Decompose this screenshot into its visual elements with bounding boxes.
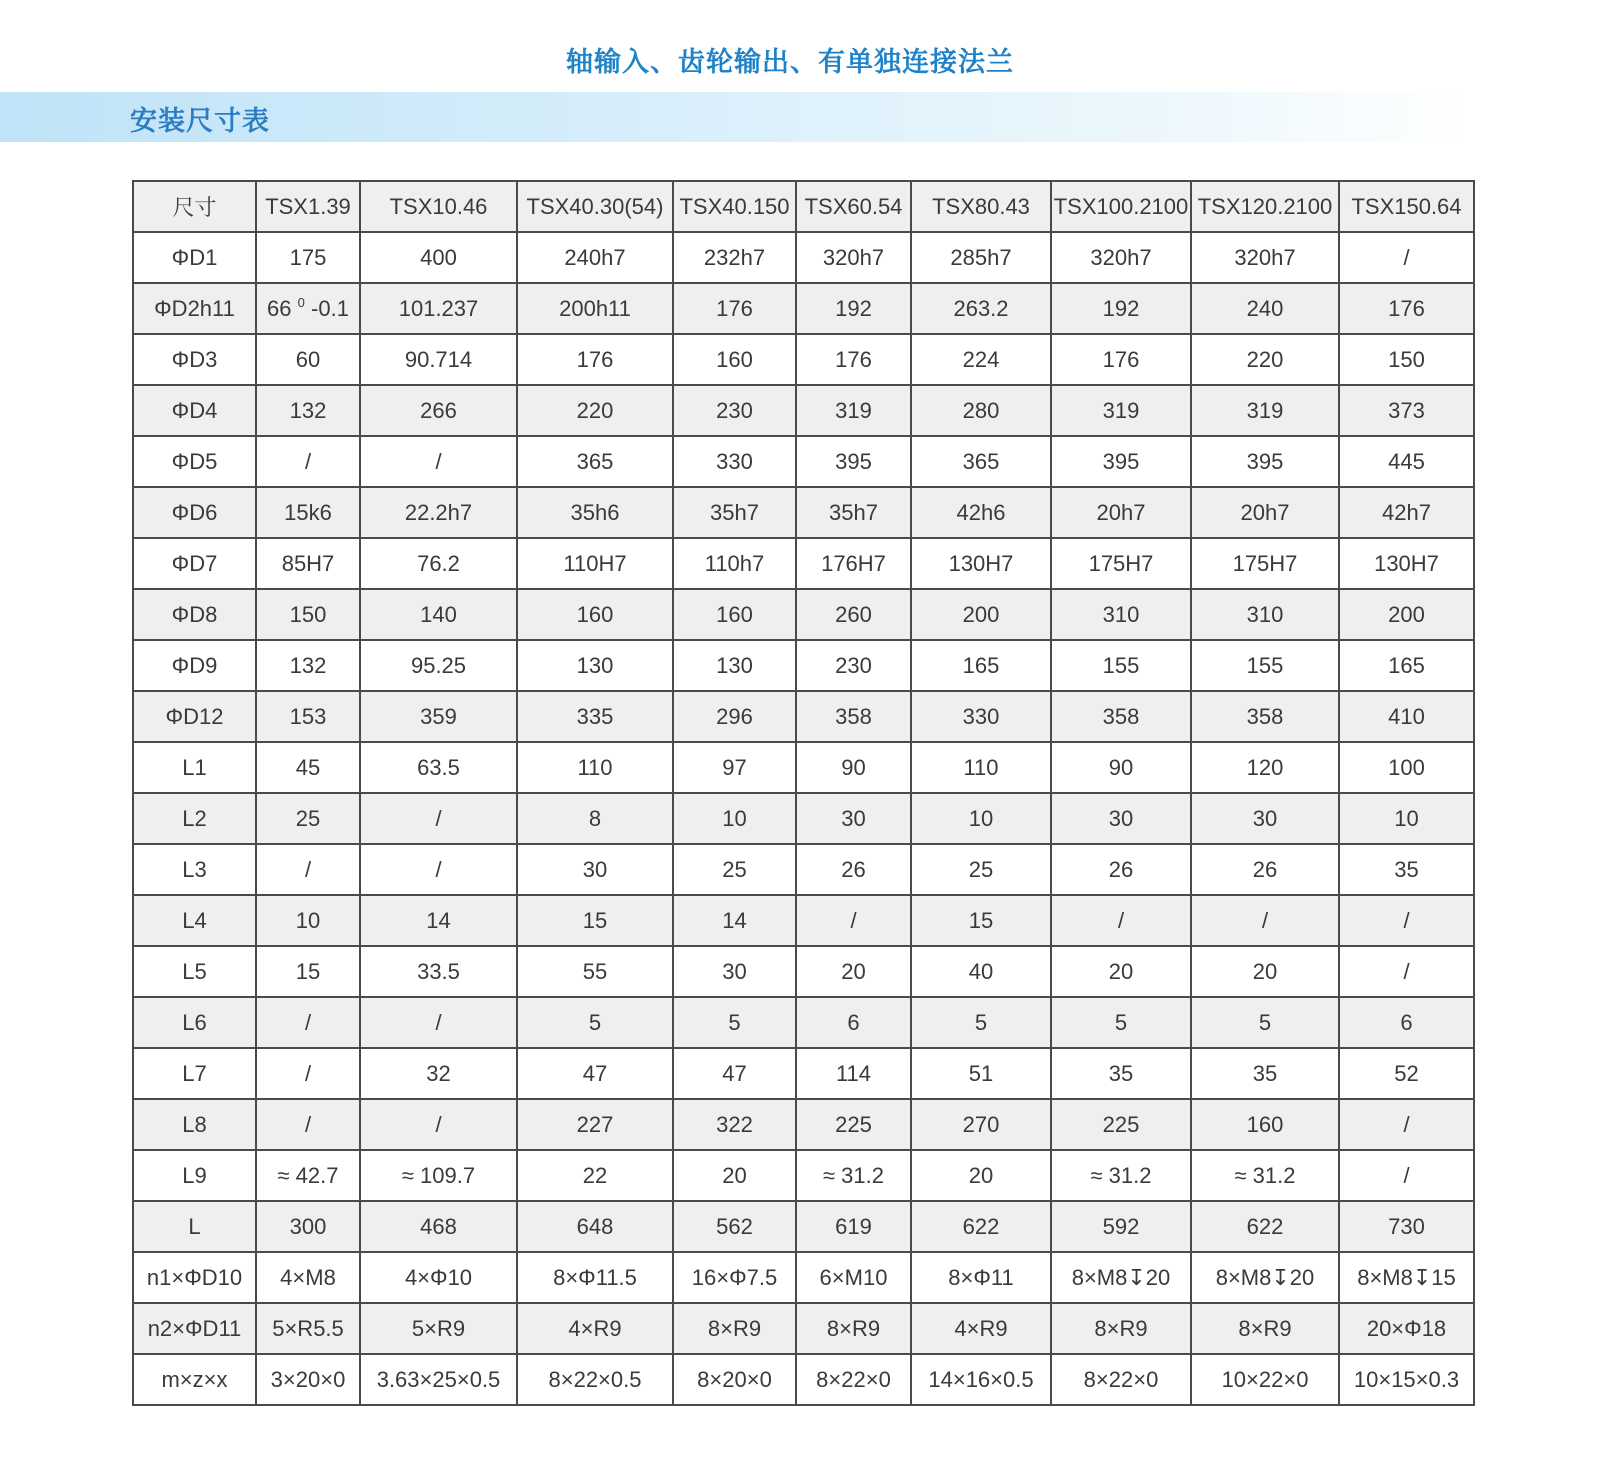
table-cell: 320h7 [1051,232,1191,283]
table-cell: 176 [1051,334,1191,385]
table-cell: 8×22×0 [796,1354,911,1405]
table-cell: / [256,844,360,895]
table-cell: 266 [360,385,517,436]
table-cell: 20×Φ18 [1339,1303,1474,1354]
table-cell: 63.5 [360,742,517,793]
table-cell: 358 [796,691,911,742]
table-cell: / [256,436,360,487]
table-cell: 365 [517,436,673,487]
table-cell: 85H7 [256,538,360,589]
table-row [133,742,1474,793]
table-cell: 110 [911,742,1051,793]
section-title: 安装尺寸表 [130,106,270,137]
table-cell: 20 [911,1150,1051,1201]
row-label-cell: L2 [133,793,256,844]
table-cell: 176H7 [796,538,911,589]
table-cell: 30 [1051,793,1191,844]
table-cell: / [256,1099,360,1150]
table-cell: 622 [1191,1201,1339,1252]
table-cell: 130 [673,640,796,691]
cell-value: 66 [267,296,292,321]
table-cell: 26 [796,844,911,895]
table-cell: 320h7 [1191,232,1339,283]
table-cell: 5×R5.5 [256,1303,360,1354]
table-cell: 220 [1191,334,1339,385]
table-header-cell: TSX120.2100 [1191,181,1339,232]
table-cell: 280 [911,385,1051,436]
table-cell: 160 [673,334,796,385]
table-cell: 319 [1191,385,1339,436]
table-cell: 90 [796,742,911,793]
table-cell: 395 [1191,436,1339,487]
table-cell: 8×20×0 [673,1354,796,1405]
table-cell: / [256,1048,360,1099]
table-cell: 335 [517,691,673,742]
table-cell: 35 [1191,1048,1339,1099]
table-cell: 97 [673,742,796,793]
table-cell: 140 [360,589,517,640]
table-cell: 165 [1339,640,1474,691]
table-cell: / [1051,895,1191,946]
table-cell: 225 [796,1099,911,1150]
table-cell: 155 [1051,640,1191,691]
row-label-cell: L3 [133,844,256,895]
table-cell: 319 [796,385,911,436]
table-cell: 153 [256,691,360,742]
table-cell: 176 [517,334,673,385]
row-label-cell: L6 [133,997,256,1048]
table-cell: 20 [1191,946,1339,997]
row-label-cell: ΦD12 [133,691,256,742]
table-cell: 110 [517,742,673,793]
table-row [133,436,1474,487]
page-title: 轴输入、齿轮输出、有单独连接法兰 [566,47,1014,78]
table-row [133,385,1474,436]
table-cell: 110h7 [673,538,796,589]
table-cell: ≈ 31.2 [1191,1150,1339,1201]
table-row [133,946,1474,997]
table-cell: 130H7 [911,538,1051,589]
table-cell: 296 [673,691,796,742]
table-cell: 14×16×0.5 [911,1354,1051,1405]
table-cell: / [360,1099,517,1150]
table-cell: 8×M8↧20 [1051,1252,1191,1303]
table-cell: 60 [256,334,360,385]
table-cell: 224 [911,334,1051,385]
table-cell: 4×R9 [517,1303,673,1354]
table-cell: 90 [1051,742,1191,793]
table-cell: 15k6 [256,487,360,538]
table-cell: 3×20×0 [256,1354,360,1405]
row-label-cell: L9 [133,1150,256,1201]
table-cell: 35 [1051,1048,1191,1099]
table-cell: 175H7 [1191,538,1339,589]
table-cell: 4×M8 [256,1252,360,1303]
table-cell: 365 [911,436,1051,487]
row-label-cell: L8 [133,1099,256,1150]
table-header-cell: TSX100.2100 [1051,181,1191,232]
row-label-cell: ΦD2h11 [133,283,256,334]
table-cell: 35 [1339,844,1474,895]
row-label-cell: ΦD7 [133,538,256,589]
row-label-cell: ΦD8 [133,589,256,640]
table-cell: 468 [360,1201,517,1252]
table-cell [256,283,360,334]
row-label-cell: ΦD5 [133,436,256,487]
table-cell: 227 [517,1099,673,1150]
table-cell: 8 [517,793,673,844]
table-cell: 240h7 [517,232,673,283]
table-cell: 52 [1339,1048,1474,1099]
table-cell: 22.2h7 [360,487,517,538]
table-cell: 200 [1339,589,1474,640]
table-cell: 3.63×25×0.5 [360,1354,517,1405]
row-label-cell: n1×ΦD10 [133,1252,256,1303]
table-cell: 395 [1051,436,1191,487]
table-cell: 5 [673,997,796,1048]
table-cell: ≈ 31.2 [796,1150,911,1201]
table-cell: 310 [1051,589,1191,640]
table-cell: 619 [796,1201,911,1252]
table-cell: 32 [360,1048,517,1099]
row-label-cell: L4 [133,895,256,946]
table-cell: 220 [517,385,673,436]
table-header-cell: TSX80.43 [911,181,1051,232]
table-cell: 14 [360,895,517,946]
table-cell: 285h7 [911,232,1051,283]
table-cell: 10×22×0 [1191,1354,1339,1405]
table-cell: 130H7 [1339,538,1474,589]
table-cell: 400 [360,232,517,283]
table-cell: 8×22×0 [1051,1354,1191,1405]
table-cell: 35h7 [796,487,911,538]
table-cell: 33.5 [360,946,517,997]
table-cell: 263.2 [911,283,1051,334]
table-cell: 225 [1051,1099,1191,1150]
table-cell: 8×R9 [1051,1303,1191,1354]
table-cell: 132 [256,385,360,436]
table-cell: 200h11 [517,283,673,334]
table-cell: 358 [1191,691,1339,742]
table-cell: 8×22×0.5 [517,1354,673,1405]
row-label-cell: ΦD9 [133,640,256,691]
table-cell: 622 [911,1201,1051,1252]
table-body [133,181,1474,1405]
row-label-cell: ΦD6 [133,487,256,538]
table-cell: 373 [1339,385,1474,436]
table-cell: 15 [517,895,673,946]
table-cell: 232h7 [673,232,796,283]
table-row [133,691,1474,742]
table-cell: 26 [1191,844,1339,895]
table-row [133,1354,1474,1405]
row-label-cell: m×z×x [133,1354,256,1405]
table-cell: 10 [256,895,360,946]
tolerance-lower: -0.1 [311,296,349,321]
table-cell: 8×M8↧20 [1191,1252,1339,1303]
table-cell: / [360,436,517,487]
table-cell: / [1339,1099,1474,1150]
table-cell: 165 [911,640,1051,691]
table-cell: 175 [256,232,360,283]
table-cell: 160 [517,589,673,640]
table-row [133,895,1474,946]
table-cell: 8×R9 [673,1303,796,1354]
table-cell: 25 [911,844,1051,895]
table-cell: 592 [1051,1201,1191,1252]
table-cell: 26 [1051,844,1191,895]
table-cell: 15 [256,946,360,997]
table-row [133,334,1474,385]
table-cell: 192 [796,283,911,334]
table-cell: 30 [1191,793,1339,844]
row-label-cell: ΦD4 [133,385,256,436]
table-cell: 155 [1191,640,1339,691]
table-cell: 90.714 [360,334,517,385]
table-cell: 330 [911,691,1051,742]
table-header-cell: TSX40.150 [673,181,796,232]
tolerance-upper: 0 [297,295,305,310]
table-cell: 8×R9 [796,1303,911,1354]
table-cell: 30 [517,844,673,895]
table-cell: 10 [911,793,1051,844]
table-cell: 10 [1339,793,1474,844]
table-cell: / [1339,946,1474,997]
table-cell: 20 [673,1150,796,1201]
table-cell: ≈ 31.2 [1051,1150,1191,1201]
table-cell: 20 [796,946,911,997]
table-cell: 320h7 [796,232,911,283]
table-cell: 6×M10 [796,1252,911,1303]
table-cell: 310 [1191,589,1339,640]
table-row [133,538,1474,589]
table-cell: 16×Φ7.5 [673,1252,796,1303]
table-cell: 5 [1191,997,1339,1048]
table-row [133,1150,1474,1201]
table-header-row [133,181,1474,232]
table-cell: 132 [256,640,360,691]
table-cell: 5 [911,997,1051,1048]
table-row [133,487,1474,538]
table-cell: 445 [1339,436,1474,487]
table-cell: / [360,793,517,844]
table-row [133,997,1474,1048]
row-label-cell: ΦD1 [133,232,256,283]
table-cell: 25 [256,793,360,844]
table-cell: 322 [673,1099,796,1150]
table-cell: 410 [1339,691,1474,742]
table-cell: 6 [796,997,911,1048]
table-cell: 4×R9 [911,1303,1051,1354]
table-cell: 110H7 [517,538,673,589]
table-cell: 319 [1051,385,1191,436]
table-row [133,640,1474,691]
table-cell: 42h6 [911,487,1051,538]
row-label-cell: L [133,1201,256,1252]
table-cell: 4×Φ10 [360,1252,517,1303]
table-cell: 120 [1191,742,1339,793]
table-cell: / [1339,895,1474,946]
table-cell: 176 [673,283,796,334]
table-cell: 176 [1339,283,1474,334]
table-row [133,1201,1474,1252]
table-cell: 14 [673,895,796,946]
table-cell: / [796,895,911,946]
table-cell: 260 [796,589,911,640]
table-cell: 359 [360,691,517,742]
table-cell: 200 [911,589,1051,640]
table-cell: / [1339,232,1474,283]
table-cell: 95.25 [360,640,517,691]
table-cell: 20 [1051,946,1191,997]
table-row [133,793,1474,844]
table-cell: 358 [1051,691,1191,742]
table-cell: 562 [673,1201,796,1252]
table-cell: / [360,844,517,895]
table-cell: 8×Φ11 [911,1252,1051,1303]
table-cell: 160 [1191,1099,1339,1150]
table-header-cell: TSX10.46 [360,181,517,232]
table-cell: 8×Φ11.5 [517,1252,673,1303]
table-row [133,232,1474,283]
row-label-cell: L1 [133,742,256,793]
table-cell: 22 [517,1150,673,1201]
table-cell: 55 [517,946,673,997]
table-cell: 47 [673,1048,796,1099]
table-cell: / [1191,895,1339,946]
row-label-cell: ΦD3 [133,334,256,385]
table-cell: 20h7 [1191,487,1339,538]
table-cell: 5 [517,997,673,1048]
table-cell: 6 [1339,997,1474,1048]
table-header-cell: TSX60.54 [796,181,911,232]
installation-dimensions-table [132,180,1475,1406]
table-cell: 35h7 [673,487,796,538]
table-cell: 45 [256,742,360,793]
table-row [133,1303,1474,1354]
table-row [133,844,1474,895]
table-cell: 192 [1051,283,1191,334]
table-cell: 35h6 [517,487,673,538]
table-cell: 130 [517,640,673,691]
table-cell: 30 [796,793,911,844]
table-cell: / [256,997,360,1048]
table-cell: 40 [911,946,1051,997]
table-cell: 395 [796,436,911,487]
table-cell: 10×15×0.3 [1339,1354,1474,1405]
table-cell: 10 [673,793,796,844]
table-cell: 160 [673,589,796,640]
table-cell: ≈ 42.7 [256,1150,360,1201]
table-cell: 270 [911,1099,1051,1150]
table-cell: 150 [1339,334,1474,385]
table-cell: 5×R9 [360,1303,517,1354]
table-cell: ≈ 109.7 [360,1150,517,1201]
table-cell: 150 [256,589,360,640]
row-label-cell: L5 [133,946,256,997]
table-cell: / [1339,1150,1474,1201]
table-cell: 25 [673,844,796,895]
table-cell: 100 [1339,742,1474,793]
table-cell: 8×R9 [1191,1303,1339,1354]
table-cell: 8×M8↧15 [1339,1252,1474,1303]
table-cell: 51 [911,1048,1051,1099]
table-cell: 20h7 [1051,487,1191,538]
table-cell: 300 [256,1201,360,1252]
table-cell: 176 [796,334,911,385]
table-cell: 76.2 [360,538,517,589]
table-cell: 42h7 [1339,487,1474,538]
table-row [133,1099,1474,1150]
table-row [133,283,1474,334]
table-row [133,1252,1474,1303]
table-row [133,1048,1474,1099]
table-cell: 101.237 [360,283,517,334]
table-cell: 230 [673,385,796,436]
table-header-cell: 尺寸 [133,181,256,232]
table-cell: 730 [1339,1201,1474,1252]
table-header-cell: TSX40.30(54) [517,181,673,232]
table-cell: 330 [673,436,796,487]
table-cell: 240 [1191,283,1339,334]
section-header-band [0,92,1600,142]
table-cell: 47 [517,1048,673,1099]
table-cell: / [360,997,517,1048]
row-label-cell: n2×ΦD11 [133,1303,256,1354]
table-cell: 5 [1051,997,1191,1048]
table-cell: 15 [911,895,1051,946]
table-cell: 30 [673,946,796,997]
table-header-cell: TSX1.39 [256,181,360,232]
row-label-cell: L7 [133,1048,256,1099]
table-header-cell: TSX150.64 [1339,181,1474,232]
table-cell: 175H7 [1051,538,1191,589]
table-cell: 114 [796,1048,911,1099]
table-row [133,589,1474,640]
table-cell: 648 [517,1201,673,1252]
table-cell: 230 [796,640,911,691]
